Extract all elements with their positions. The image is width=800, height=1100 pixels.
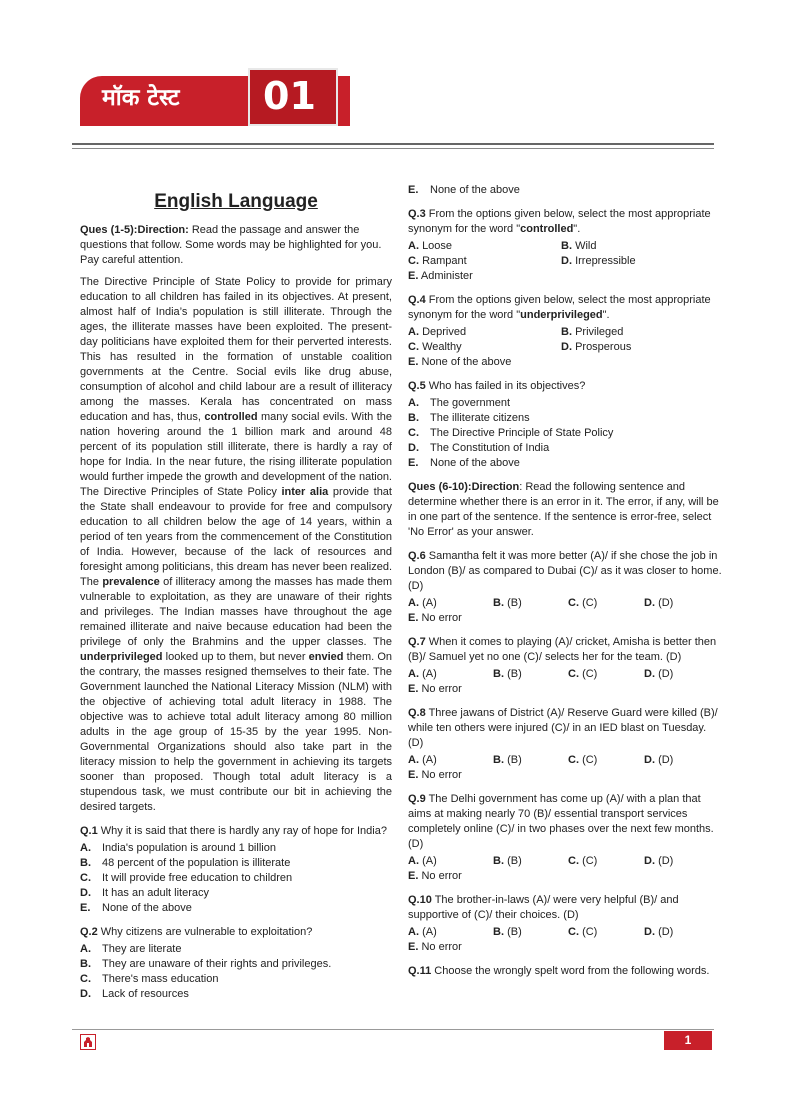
option[interactable]	[408, 667, 493, 682]
option-text: Wealthy	[422, 341, 462, 353]
option-text: (B)	[507, 597, 522, 609]
option-text: (C)	[582, 597, 598, 609]
option-letter: A.	[408, 597, 419, 609]
options-grid	[408, 753, 723, 768]
option-letter: B.	[493, 855, 504, 867]
target-word: underprivileged	[520, 309, 603, 321]
option-letter: D.	[408, 442, 419, 454]
banner-title: मॉक टेस्ट	[102, 85, 180, 111]
option[interactable]	[408, 355, 561, 370]
question-text	[408, 792, 723, 852]
option-text: Administer	[420, 270, 473, 282]
option[interactable]	[408, 925, 493, 940]
options-grid	[408, 239, 723, 284]
question-6	[408, 549, 723, 626]
option-letter: A.	[80, 943, 91, 955]
option-letter: B.	[80, 857, 91, 869]
option-text: Lack of resources	[102, 988, 189, 1000]
option-letter: D.	[644, 926, 655, 938]
option-letter: C.	[80, 973, 91, 985]
test-number: 01	[263, 74, 316, 118]
passage-segment: them. On the contrary, the masses resigned themselves to their fate. The Government launched the National Literacy Mission (NLM) with the objective of achieving total adult literacy in 1988. The objective was to achieve total adult literacy among 80 million adults in the age group of 15-35 by the year 1995. Non-Governmental Organizations should also take part in the literacy mission to help the government in achieving its targets sooner than proposed. Though total adult literacy is a stupendous task, we must contribute our bit in achieving the desired targets.	[80, 651, 392, 813]
question-text	[408, 379, 723, 394]
passage-segment: many social evils. With the nation hovering around the 1 billion mark and around 48 percent of its population still illiterate, there is hardly a ray of hope for India. In the near future, the rising illiterate population would further impede the growth and development of the nation. The Directive Principles of State Policy	[80, 411, 392, 498]
option[interactable]	[80, 886, 392, 901]
question-text	[80, 824, 392, 839]
option[interactable]	[568, 925, 644, 940]
passage-direction	[80, 223, 392, 268]
option-text: (D)	[658, 754, 674, 766]
option[interactable]	[408, 753, 493, 768]
option-text: (B)	[507, 926, 522, 938]
option-text: (B)	[507, 754, 522, 766]
direction-label: Ques (1-5):Direction:	[80, 224, 189, 236]
option-text: The Constitution of India	[430, 442, 550, 454]
question-stem: Three jawans of District (A)/ Reserve Guard were killed (B)/ while ten others were injured (C)/ in an IED blast on Tuesday. (D)	[408, 707, 718, 749]
question-stem: When it comes to playing (A)/ cricket, Amisha is better then (B)/ Samuel yet no one (C)/ selects her for the team. (D)	[408, 636, 717, 663]
question-text	[408, 635, 723, 665]
option-text: No error	[421, 612, 462, 624]
option[interactable]	[493, 596, 568, 611]
option-text: (D)	[658, 855, 674, 867]
option-text: Wild	[575, 240, 597, 252]
direction-label: Ques (6-10):Direction	[408, 481, 520, 493]
option[interactable]	[644, 667, 714, 682]
option-letter: C.	[568, 926, 579, 938]
option-letter: C.	[568, 668, 579, 680]
option-text: The government	[430, 397, 511, 409]
option-letter: D.	[80, 988, 91, 1000]
option-letter: E.	[408, 356, 419, 368]
question-stem: The Delhi government has come up (A)/ with a plan that aims at making nearly 70 (B)/ essential transport services completely online (C)/ in two phases over the next few months. (D)	[408, 793, 714, 850]
section-title: English Language	[154, 191, 318, 212]
option-text: The Directive Principle of State Policy	[430, 427, 614, 439]
options-grid	[408, 596, 723, 611]
option-letter: B.	[80, 958, 91, 970]
question-text	[408, 706, 723, 751]
question-stem: From the options given below, select the most appropriate synonym for the word "	[408, 208, 711, 235]
option-text: No error	[421, 683, 462, 695]
option-letter: A.	[408, 754, 419, 766]
highlight-word: prevalence	[102, 576, 160, 588]
passage-segment: provide that the State shall endeavour to provide for free and compulsory education to all children below the age of 14 years, within a period of ten years from the commencement of the Constitution of India. However, because of the lack of resources and foresight among politicians, this dream has never been realized. The	[80, 486, 392, 588]
option-letter: B.	[493, 754, 504, 766]
option-text: (C)	[582, 668, 598, 680]
option[interactable]	[561, 325, 711, 340]
option-letter: E.	[408, 457, 419, 469]
question-number: Q.1	[80, 825, 98, 837]
question-stem: Samantha felt it was more better (A)/ if she chose the job in London (B)/ as compared to Dubai (C)/ as it was closer to home. (D)	[408, 550, 722, 592]
option-letter: D.	[561, 255, 572, 267]
option[interactable]	[644, 596, 714, 611]
option-letter: E.	[408, 941, 419, 953]
option-text: 48 percent of the population is illiterate	[102, 857, 291, 869]
direction-text: : Read the following sentence and determine whether there is an error in it. The error, if any, will be in one part of the sentence. If the sentence is error-free, select 'No Error' as your answer.	[408, 481, 719, 538]
option-text: They are literate	[102, 943, 182, 955]
option-text: No error	[421, 941, 462, 953]
question-11	[408, 964, 723, 979]
option[interactable]	[408, 854, 493, 869]
option[interactable]	[80, 987, 392, 1002]
question-text	[408, 549, 723, 594]
highlight-word: inter alia	[281, 486, 329, 498]
question-number: Q.3	[408, 208, 426, 220]
question-stem: Choose the wrongly spelt word from the following words.	[431, 965, 710, 977]
option-text: (C)	[582, 754, 598, 766]
option-text: Rampant	[422, 255, 467, 267]
option-letter: D.	[80, 887, 91, 899]
option[interactable]	[408, 940, 723, 955]
option-text: Loose	[422, 240, 453, 252]
option-text: Privileged	[575, 326, 624, 338]
option-letter: B.	[408, 412, 419, 424]
option[interactable]	[408, 456, 723, 471]
option[interactable]	[644, 925, 714, 940]
option-letter: A.	[408, 855, 419, 867]
page-number: 1	[664, 1031, 712, 1050]
option-letter: B.	[493, 597, 504, 609]
left-column	[80, 190, 392, 1002]
option-text: India's population is around 1 billion	[102, 842, 276, 854]
options-grid	[408, 667, 723, 682]
question-number: Q.6	[408, 550, 426, 562]
option[interactable]	[561, 340, 711, 355]
option[interactable]	[568, 667, 644, 682]
header-rule	[72, 143, 714, 145]
target-word: controlled	[520, 223, 574, 235]
question-stem-end: ".	[602, 309, 610, 321]
question-9	[408, 792, 723, 884]
option[interactable]	[408, 396, 723, 411]
highlight-word: controlled	[204, 411, 258, 423]
option[interactable]	[493, 854, 568, 869]
question-number: Q.7	[408, 636, 426, 648]
option-letter: E.	[408, 870, 419, 882]
question-number: Q.8	[408, 707, 426, 719]
option-letter: B.	[493, 668, 504, 680]
option-text: It will provide free education to children	[102, 872, 293, 884]
option-letter: E.	[408, 769, 419, 781]
question-number: Q.11	[408, 965, 432, 977]
option[interactable]	[493, 753, 568, 768]
option[interactable]	[408, 183, 723, 198]
option-letter: C.	[408, 341, 419, 353]
option[interactable]	[408, 768, 723, 783]
option[interactable]	[408, 411, 723, 426]
option-letter: E.	[408, 683, 419, 695]
option[interactable]	[80, 957, 392, 972]
option-text: (B)	[507, 668, 522, 680]
option-letter: C.	[408, 255, 419, 267]
question-number: Q.2	[80, 926, 98, 938]
option-text: None of the above	[430, 184, 520, 196]
option-letter: A.	[408, 926, 419, 938]
option-text: (D)	[658, 668, 674, 680]
option-letter: D.	[644, 754, 655, 766]
passage-segment: of illiteracy among the masses has made them vulnerable to exploitation, as they are unaware of their rights and privileges. The Indian masses have throughout the age remained illiterate and naive because education had been the privilege of only the Brahmins and the upper classes. The	[80, 576, 392, 648]
option-letter: D.	[561, 341, 572, 353]
question-1	[80, 824, 392, 916]
option-text: Irrepressible	[575, 255, 636, 267]
option[interactable]	[568, 854, 644, 869]
right-column	[408, 183, 723, 979]
option[interactable]	[408, 340, 561, 355]
question-stem-end: ".	[573, 223, 581, 235]
option[interactable]	[493, 667, 568, 682]
question-stem: The brother-in-laws (A)/ were very helpful (B)/ and supportive of (C)/ their choices. (D)	[408, 894, 679, 921]
option[interactable]	[408, 269, 561, 284]
publisher-logo-icon	[80, 1034, 96, 1050]
question-4	[408, 293, 723, 370]
option[interactable]	[80, 871, 392, 886]
option[interactable]	[561, 239, 711, 254]
option[interactable]	[408, 682, 723, 697]
option[interactable]	[408, 596, 493, 611]
option-letter: C.	[80, 872, 91, 884]
question-stem: Who has failed in its objectives?	[425, 380, 586, 392]
option-letter: B.	[561, 240, 572, 252]
option-text: Prosperous	[575, 341, 632, 353]
question-text	[408, 293, 723, 323]
question-stem: Why it is said that there is hardly any ray of hope for India?	[97, 825, 387, 837]
options-grid	[408, 925, 723, 940]
option-text: None of the above	[430, 457, 520, 469]
option-text: (B)	[507, 855, 522, 867]
option[interactable]	[80, 942, 392, 957]
option[interactable]	[80, 901, 392, 916]
option-letter: A.	[408, 326, 419, 338]
question-number: Q.4	[408, 294, 426, 306]
highlight-word: underprivileged	[80, 651, 163, 663]
option-letter: C.	[408, 427, 419, 439]
option-letter: A.	[408, 397, 419, 409]
option[interactable]	[493, 925, 568, 940]
header-rule-thin	[72, 148, 714, 149]
question-number: Q.10	[408, 894, 432, 906]
option-text: (A)	[422, 754, 437, 766]
option-letter: E.	[408, 612, 419, 624]
question-7	[408, 635, 723, 697]
question-3	[408, 207, 723, 284]
option-letter: E.	[408, 270, 419, 282]
option[interactable]	[408, 426, 723, 441]
option-text: Deprived	[422, 326, 467, 338]
option-text: (C)	[582, 855, 598, 867]
option[interactable]	[408, 325, 561, 340]
options-grid	[408, 325, 723, 370]
option-text: No error	[421, 769, 462, 781]
question-text	[408, 893, 723, 923]
question-text	[80, 925, 392, 940]
option-letter: A.	[408, 668, 419, 680]
question-8	[408, 706, 723, 783]
passage-text	[80, 275, 392, 815]
option-letter: A.	[80, 842, 91, 854]
option-text: (A)	[422, 597, 437, 609]
option-letter: E.	[80, 902, 91, 914]
option[interactable]	[408, 611, 723, 626]
option[interactable]	[561, 254, 711, 269]
option-letter: B.	[561, 326, 572, 338]
option-text: (D)	[658, 926, 674, 938]
option-text: None of the above	[421, 356, 512, 368]
question-stem: From the options given below, select the most appropriate synonym for the word "	[408, 294, 711, 321]
question-stem: Why citizens are vulnerable to exploitation?	[97, 926, 313, 938]
question-2	[80, 925, 392, 1002]
option[interactable]	[408, 239, 561, 254]
option-letter: C.	[568, 754, 579, 766]
option-letter: D.	[644, 855, 655, 867]
question-5	[408, 379, 723, 471]
option-text: (A)	[422, 668, 437, 680]
option-text: They are unaware of their rights and privileges.	[102, 958, 332, 970]
option[interactable]	[80, 972, 392, 987]
question-number: Q.5	[408, 380, 426, 392]
option[interactable]	[80, 841, 392, 856]
option[interactable]	[568, 753, 644, 768]
header-banner	[80, 68, 350, 128]
passage-segment: looked up to them, but never	[162, 651, 309, 663]
option[interactable]	[568, 596, 644, 611]
option[interactable]	[408, 254, 561, 269]
question-number: Q.9	[408, 793, 426, 805]
highlight-word: envied	[308, 651, 344, 663]
option[interactable]	[644, 753, 714, 768]
option-letter: D.	[644, 668, 655, 680]
option[interactable]	[408, 869, 723, 884]
option-text: (D)	[658, 597, 674, 609]
option-letter: D.	[644, 597, 655, 609]
footer-rule	[72, 1029, 714, 1030]
option-text: No error	[421, 870, 462, 882]
option[interactable]	[408, 441, 723, 456]
options-grid	[408, 854, 723, 869]
direction-6-10	[408, 480, 723, 540]
option-letter: C.	[568, 597, 579, 609]
direction-text: Read the passage and answer the questions that follow. Some words may be highlighted for you. Pay careful attention.	[80, 224, 382, 266]
option-text: It has an adult literacy	[102, 887, 210, 899]
option-text: The illiterate citizens	[430, 412, 530, 424]
option[interactable]	[80, 856, 392, 871]
option-text: There's mass education	[102, 973, 219, 985]
option-letter: B.	[493, 926, 504, 938]
option[interactable]	[644, 854, 714, 869]
option-text: None of the above	[102, 902, 192, 914]
option-text: (C)	[582, 926, 598, 938]
question-text	[408, 207, 723, 237]
option-text: (A)	[422, 855, 437, 867]
option-letter: E.	[408, 184, 419, 196]
option-letter: A.	[408, 240, 419, 252]
passage-segment: The Directive Principle of State Policy to provide for primary education to all children has failed in its objectives. At present, almost half of India’s population is still illiterate. Through the ages, the illiterate masses have been exploited. The present-day politicians have exploited them for their perverted interests. This has resulted in the formation of unstable coalition governments at the Centre. Social evils like drug abuse, consumption of alcohol and child labour are a result of illiteracy among the masses. Kerala has concentrated on mass education and has, thus,	[80, 276, 392, 423]
option-letter: C.	[568, 855, 579, 867]
option-text: (A)	[422, 926, 437, 938]
question-10	[408, 893, 723, 955]
